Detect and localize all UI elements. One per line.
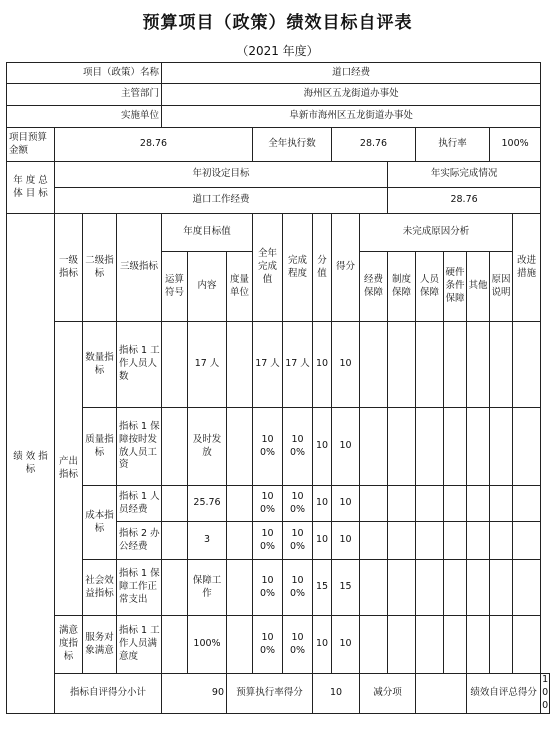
reason-fund-header: 经费保障 xyxy=(360,252,388,322)
dept-label: 主管部门 xyxy=(7,84,162,106)
indicator-cell: 指标 1 工作人员人数 xyxy=(117,322,162,408)
subtotal-label: 指标自评得分小计 xyxy=(55,674,162,714)
value-cell: 10 xyxy=(313,522,332,560)
subtotal-value: 90 xyxy=(162,674,227,714)
score-cell: 10 xyxy=(332,322,360,408)
done-cell: 100% xyxy=(253,486,283,522)
value-cell: 10 xyxy=(313,616,332,674)
year-subtitle: （2021 年度） xyxy=(236,44,319,58)
initial-goal-value: 道口工作经费 xyxy=(55,188,388,214)
total-label: 绩效自评总得分 xyxy=(467,674,541,714)
op-cell xyxy=(162,486,188,522)
level2-cell: 社会效益指标 xyxy=(83,560,117,616)
level2-cell: 成本指标 xyxy=(83,486,117,560)
completion-cell: 100% xyxy=(283,408,313,486)
exec-score-label: 预算执行率得分 xyxy=(227,674,313,714)
content-cell: 及时发放 xyxy=(188,408,227,486)
indicator-cell: 指标 1 保障按时发放人员工资 xyxy=(117,408,162,486)
op-cell xyxy=(162,616,188,674)
reason-other-header: 其他 xyxy=(467,252,490,322)
level2-cell: 质量指标 xyxy=(83,408,117,486)
table-row xyxy=(7,408,550,486)
unit-label: 实施单位 xyxy=(7,106,162,128)
budget-value: 28.76 xyxy=(55,128,253,162)
indicator-cell: 指标 1 工作人员满意度 xyxy=(117,616,162,674)
unit-cell xyxy=(227,522,253,560)
content-cell: 3 xyxy=(188,522,227,560)
score-cell: 15 xyxy=(332,560,360,616)
total-value: 100 xyxy=(541,674,550,714)
completion-cell: 100% xyxy=(283,616,313,674)
done-cell: 17 人 xyxy=(253,322,283,408)
reason-explain-header: 原因说明 xyxy=(490,252,513,322)
dept-value: 海州区五龙街道办事处 xyxy=(162,84,541,106)
value-cell: 10 xyxy=(313,486,332,522)
indicator-cell: 指标 1 保障工作正常支出 xyxy=(117,560,162,616)
exec-rate-value: 100% xyxy=(490,128,541,162)
done-cell: 100% xyxy=(253,522,283,560)
content-cell: 25.76 xyxy=(188,486,227,522)
op-cell xyxy=(162,522,188,560)
deduct-value xyxy=(416,674,467,714)
completion-cell: 100% xyxy=(283,560,313,616)
unit-cell xyxy=(227,560,253,616)
exec-rate-label: 执行率 xyxy=(416,128,490,162)
unit-cell xyxy=(227,408,253,486)
page-title: 预算项目（政策）绩效目标自评表 xyxy=(142,13,413,33)
score-value-header: 分值 xyxy=(313,214,332,322)
improve-header: 改进措施 xyxy=(513,214,541,322)
level1-header: 一级指标 xyxy=(55,214,83,322)
actual-goal-header: 年实际完成情况 xyxy=(388,162,541,188)
completion-cell: 100% xyxy=(283,522,313,560)
reason-system-header: 制度保障 xyxy=(388,252,416,322)
annual-exec-value: 28.76 xyxy=(332,128,416,162)
unit-cell xyxy=(227,322,253,408)
level2-cell: 服务对象满意 xyxy=(83,616,117,674)
deduct-label: 减分项 xyxy=(360,674,416,714)
completion-header: 完成程度 xyxy=(283,214,313,322)
output-indicator-label: 产出指标 xyxy=(55,322,83,616)
indicator-cell: 指标 1 人员经费 xyxy=(117,486,162,522)
op-cell xyxy=(162,322,188,408)
unit-value: 阜新市海州区五龙街道办事处 xyxy=(162,106,541,128)
exec-score-value: 10 xyxy=(313,674,360,714)
done-cell: 100% xyxy=(253,408,283,486)
op-cell xyxy=(162,408,188,486)
content-cell: 100% xyxy=(188,616,227,674)
table-row xyxy=(7,486,550,522)
annual-done-header: 全年完成值 xyxy=(253,214,283,322)
op-header: 运算符号 xyxy=(162,252,188,322)
level2-cell: 数量指标 xyxy=(83,322,117,408)
done-cell: 100% xyxy=(253,560,283,616)
table-row xyxy=(7,616,550,674)
completion-cell: 100% xyxy=(283,486,313,522)
value-cell: 10 xyxy=(313,322,332,408)
reason-staff-header: 人员保障 xyxy=(416,252,444,322)
unit-cell xyxy=(227,486,253,522)
score-cell: 10 xyxy=(332,616,360,674)
budget-label: 项目预算金额 xyxy=(7,128,55,162)
score-cell: 10 xyxy=(332,408,360,486)
annual-target-header: 年度目标值 xyxy=(162,214,253,252)
reason-hardware-header: 硬件条件保障 xyxy=(444,252,467,322)
op-cell xyxy=(162,560,188,616)
content-header: 内容 xyxy=(188,252,227,322)
annual-exec-label: 全年执行数 xyxy=(253,128,332,162)
perf-indicator-label: 绩 效 指 标 xyxy=(7,214,55,714)
score-cell: 10 xyxy=(332,486,360,522)
project-name-value: 道口经费 xyxy=(162,63,541,84)
table-row xyxy=(7,560,550,616)
level2-header: 二级指标 xyxy=(83,214,117,322)
footer-row xyxy=(7,674,550,714)
overall-goal-label: 年 度 总 体 目 标 xyxy=(7,162,55,214)
unit-cell xyxy=(227,616,253,674)
done-cell: 100% xyxy=(253,616,283,674)
project-name-label: 项目（政策）名称 xyxy=(7,63,162,84)
satisfaction-indicator-label: 满意度指标 xyxy=(55,616,83,674)
content-cell: 17 人 xyxy=(188,322,227,408)
table-row xyxy=(7,322,550,408)
content-cell: 保障工作 xyxy=(188,560,227,616)
score-cell: 10 xyxy=(332,522,360,560)
value-cell: 10 xyxy=(313,408,332,486)
score-header: 得分 xyxy=(332,214,360,322)
reasons-header: 未完成原因分析 xyxy=(360,214,513,252)
level3-header: 三级指标 xyxy=(117,214,162,322)
actual-goal-value: 28.76 xyxy=(388,188,541,214)
unit-header: 度量单位 xyxy=(227,252,253,322)
initial-goal-header: 年初设定目标 xyxy=(55,162,388,188)
indicator-cell: 指标 2 办公经费 xyxy=(117,522,162,560)
self-evaluation-table xyxy=(6,62,550,714)
value-cell: 15 xyxy=(313,560,332,616)
completion-cell: 17 人 xyxy=(283,322,313,408)
